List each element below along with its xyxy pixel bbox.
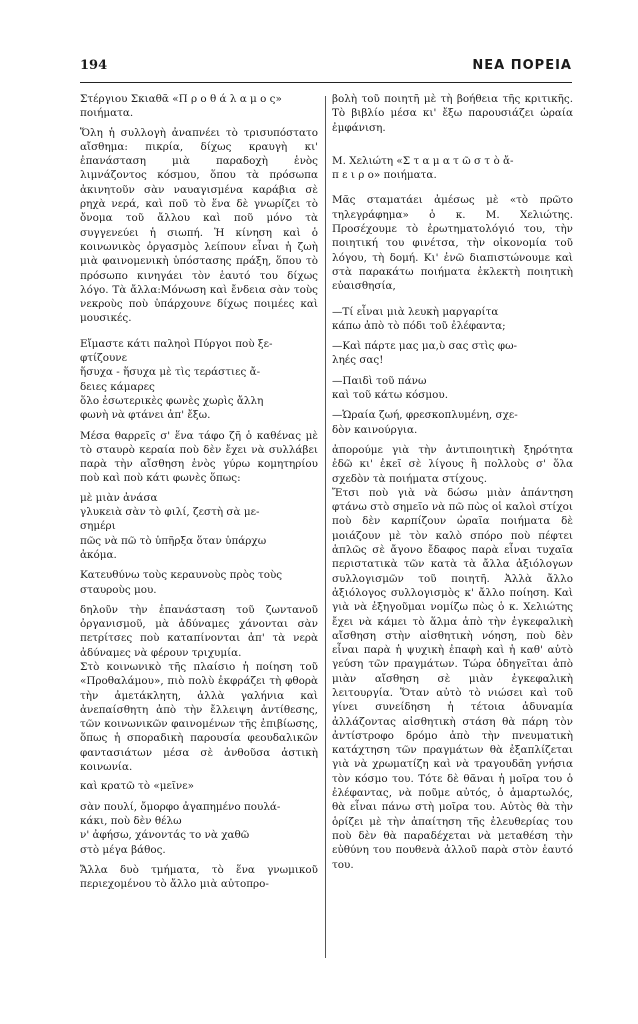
paragraph: Ὅλη ἡ συλλογὴ ἀναπνέει τὸ τρισυπόστατο αἴσθημα: πικρία, δίχως κραυγὴ κι' ἐπανάσταση μιὰ παραδοχὴ ἑνὸς λιμνάζοντος κόσμου, ὅπου τὰ πρόσωπα ἀκινητοῦν σὰν ναυαγισμένα καράβια σὲ ρηχὰ νερά, καὶ ποῦ τὸ ἕνα δὲ γνωρίζει τὸ ὄνομα τοῦ ἄλλου καὶ ποῦ μόνο τὰ συγγενεύει ἡ σιωπή. Ἡ κίνηση καὶ ὁ κοινωνικὸς ὀργασμὸς λείπουν εἶναι ἡ ζωὴ μιὰ φαινομενικὴ ὑπόστασης πράξη, ὅπου τὸ πρόσωπο κινηγάει τὸν ἑαυτό του δίχως λόγο. Τὰ ἄλλα:Μόνωση καὶ ἔνδεια σὰν τοὺς νεκροὺς ποὺ ὑπάρχουνε δίχως ποιμέες καὶ μουσικές. bbox=[80, 126, 318, 325]
verse-quote: μὲ μιὰν ἀνάσα γλυκειὰ σὰν τὸ φιλί, ζεστὴ σὰ με- σημέρι πῶς νὰ πῶ τὸ ὑπῆρξα ὅταν ὑπάρχω ἀκόμα. bbox=[80, 491, 267, 561]
verse-quote: Εἴμαστε κάτι παληοὶ Πύργοι ποὺ ξε- φτίζουνε ἥσυχα - ἥσυχα μὲ τὶς τεράστιες ἄ- δειες κάμαρες ὅλο ἐσωτερικὲς φωνὲς χωρὶς ἄλλη φωνὴ νὰ φτάνει ἀπ' ἔξω. bbox=[80, 337, 273, 422]
paragraph: ἀπορούμε γιὰ τὴν ἀντιποιητικὴ ξηρότητα ἐδῶ κι' ἐκεῖ σὲ λίγους ἢ πολλοὺς σ' ὅλα σχεδὸν τὰ ποιήματα στίχους. Ἔτσι ποὺ γιὰ νὰ δώσω μιὰν ἀπάντηση φτάνω στὸ σημεῖο νὰ πῶ πὼς οἱ καλοὶ στίχοι ποὺ δὲν καρπίζουν ὡραῖα ποιήματα δὲ μοιάζουν μὲ τὸν καλὸ σπόρο ποὺ πέφτει ἁπλῶς σὲ ἄγονο ἔδαφος παρὰ εἶναι τυχαῖα περιστατικὰ τῶν κατὰ τὰ ἄλλα ἀξιόλογων συλλογισμῶν τοῦ ποιητῆ. Ἀλλὰ ἄλλο ἀξιόλογος συλλογισμὸς κ' ἄλλο ποίηση. Καὶ γιὰ νὰ ἐξηγοῦμαι νομίζω πὼς ὁ κ. Χελιώτης ἔχει νὰ κάμει τὸ ἅλμα ἀπὸ τὴν ἐγκεφαλικὴ αἴσθηση στὴν αἰσθητικὴ νόηση, ποὺ δὲν εἶναι παρὰ ἡ ψυχικὴ ἐπαφὴ καὶ ἡ καθ' αὐτὸ γεύση τῶν πραγμάτων. Τώρα ὁδηγεῖται ἀπὸ μιὰν αἴσθηση σὲ μιὰν ἐγκεφαλικὴ λειτουργία. Ὅταν αὐτὸ τὸ νιώσει καὶ τοῦ γίνει συνείδηση ἡ τέτοια ἀδυναμία ἀλλάζοντας αἰσθητικὴ στάση θὰ πάρη τὸν ἀντίστροφο δρόμο ἀπὸ τὴν πνευματικὴ κατάχτηση τῶν πραγμάτων θὰ ἐξαπλίζεται γιὰ νὰ χρωματίζη καὶ νὰ τραγουδᾶη γνήσια τὸν κόσμο του. Τότε δὲ θᾶναι ἡ μοῖρα του ὁ ἐλέφαντας, νὰ ποῦμε αὐτός, ὁ ἁμαρτωλός, θὰ εἶναι πάνω στὴ μοῖρα του. Αὐτὸς θὰ τὴν ὁρίζει μὲ τὴν ἀπαίτηση τῆς ἐλευθερίας του ποὺ δὲν θὰ παραδέχεται νὰ μεταθέση τὴν εὐθύνη του πουθενὰ ἀλλοῦ παρὰ στὸν ἑαυτό του. bbox=[332, 443, 573, 871]
right-column bbox=[332, 92, 573, 877]
verse-quote: —Παιδὶ τοῦ πάνω καὶ τοῦ κάτω κόσμου. bbox=[332, 374, 449, 402]
paragraph: δηλοῦν τὴν ἐπανάσταση τοῦ ζωντανοῦ ὀργανισμοῦ, μὰ ἀδύναμες χάνονται σὰν πετρίτσες ποὺ καταπίνονται ἀπ' τὰ νερὰ ἀδύναμες νὰ φέρουν τριχυμία. Στὸ κοινωνικὸ τῆς πλαίσιο ἡ ποίηση τοῦ «Προθαλάμου», πιὸ πολὺ ἐκφράζει τὴ φθορὰ τὴν ἀμετάκλητη, ἀλλὰ γαλήνια καὶ ἀνεπαίσθητη ἀπὸ τὴν ἔλλειψη ἀντίθεσης, τῶν κοινωνικῶν φαινομένων τῆς ἐπιβίωσης, ὅπως ἡ σποραδικὴ παρουσία φεουδαλικῶν φαντασιάτων μέσα σὲ ἀνθοῦσα ἀστικὴ κοινωνία. bbox=[80, 603, 318, 774]
verse-quote: —Τί εἶναι μιὰ λευκὴ μαργαρίτα κάπω ἀπὸ τὸ πόδι τοῦ ἐλέφαντα; bbox=[332, 305, 506, 332]
running-header bbox=[80, 58, 572, 78]
verse-quote: Κατευθύνω τοὺς κεραυνοὺς πρὸς τοὺς σταυροὺς μου. bbox=[80, 569, 283, 596]
page-number: 194 bbox=[80, 58, 108, 73]
verse-quote: σὰν πουλί, ὄμορφο ἀγαπημένο πουλά- κάκι, ποὺ δὲν θέλω ν' ἀφήσω, χάνοντάς το νὰ χαθῶ στὸ μέγα βάθος. bbox=[80, 800, 281, 856]
review-heading: Μ. Χελιώτη «Σ τ α μ α τ ῶ σ τ ὸ ἄ- π ε ι ρ ο» ποιήματα. bbox=[332, 154, 514, 182]
paragraph: Ἄλλα δυὸ τμήματα, τὸ ἕνα γνωμικοῦ περιεχομένου τὸ ἄλλο μιὰ αὐτοπρο- bbox=[80, 863, 318, 891]
journal-title: ΝΕΑ ΠΟΡΕΙΑ bbox=[472, 58, 572, 73]
header-rule bbox=[80, 82, 572, 83]
review-heading: Στέργιου Σκιαθᾶ «Π ρ ο θ ά λ α μ ο ς» ποιήματα. bbox=[80, 93, 282, 120]
column-divider bbox=[325, 96, 326, 958]
paragraph: Μᾶς σταματάει ἀμέσως μὲ «τὸ πρῶτο τηλεγράφημα» ὁ κ. Μ. Χελιώτης. Προσέχουμε τὸ ἐρωτηματολόγιό του, τὴν ποιητική του φινέτσα, τὴν οἰκονομία τοῦ λόγου, τὴ δομή. Κι' ἐνῶ διαπιστώνουμε καὶ στὰ παρακάτω ποιήματα ἐκλεκτὴ ποιητικὴ εὐαισθησία, bbox=[332, 194, 573, 293]
paragraph: Μέσα θαρρεῖς σ' ἕνα τάφο ζῆ ὁ καθένας μὲ τὸ σταυρὸ κεραία ποὺ δὲν ἔχει νὰ συλλάβει παρὰ τὴν αἴσθηση ἑνὸς γύρω κομητηρίου ποὺ καὶ ποὺ κάτι φωνὲς ὅπως: bbox=[80, 429, 318, 485]
left-column bbox=[80, 92, 318, 896]
verse-quote: —Ὡραία ζωή, φρεσκοπλυμένη, σχε- δὸν καινούργια. bbox=[332, 409, 518, 436]
paragraph: βολὴ τοῦ ποιητῆ μὲ τὴ βοήθεια τῆς κριτικῆς. Τὸ βιβλίο μέσα κι' ἔξω παρουσιάζει ὡραία ἐμφάνιση. bbox=[332, 93, 573, 134]
verse-quote: καὶ κρατῶ τὸ «μεῖνε» bbox=[80, 780, 194, 793]
verse-quote: —Καὶ πάρτε μας μα,ὺ σας στὶς φω- ληές σας! bbox=[332, 340, 518, 367]
